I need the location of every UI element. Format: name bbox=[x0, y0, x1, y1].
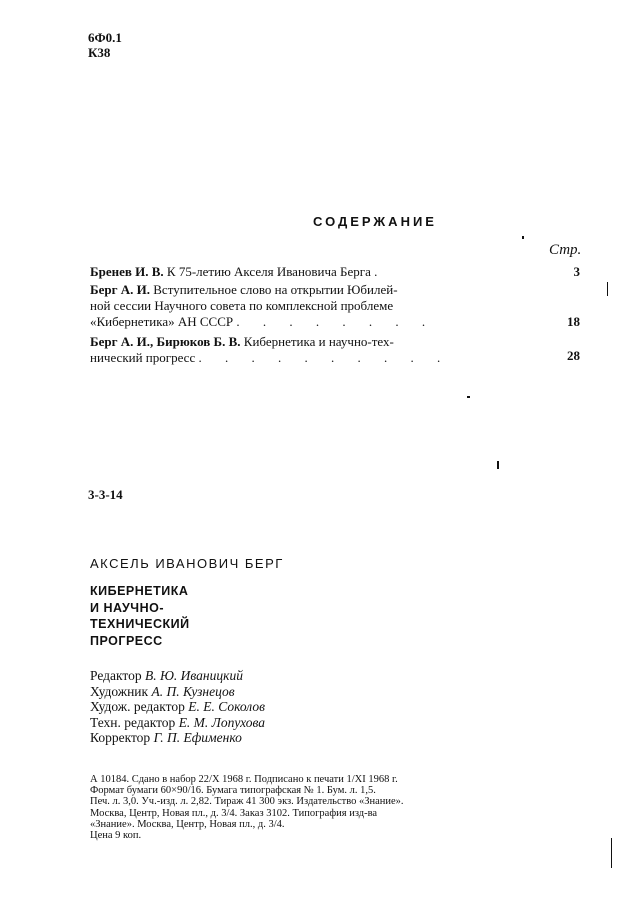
scan-speck bbox=[467, 396, 470, 398]
toc-item bbox=[90, 334, 580, 366]
credit-row bbox=[90, 715, 265, 731]
scan-speck bbox=[522, 236, 524, 239]
toc-page-number: 18 bbox=[567, 314, 580, 329]
udc-code: 6Ф0.1 bbox=[88, 30, 122, 45]
imprint-block bbox=[90, 774, 582, 841]
toc-page-number: 28 bbox=[567, 348, 580, 363]
credit-role: Художник bbox=[90, 683, 149, 699]
credit-person: Е. М. Лопухова bbox=[178, 714, 266, 730]
page-column-label: Стр. bbox=[549, 242, 582, 258]
imprint-line: А 10184. Сдано в набор 22/X 1968 г. Подписано к печати 1/XI 1968 г. bbox=[90, 774, 398, 785]
toc-item bbox=[90, 264, 580, 280]
credit-person: В. Ю. Иваницкий bbox=[144, 668, 243, 683]
credit-role: Редактор bbox=[90, 668, 142, 683]
toc-leader: . bbox=[374, 264, 388, 279]
credit-role: Корректор bbox=[90, 730, 151, 745]
toc-item-text bbox=[90, 334, 542, 366]
imprint-line: Формат бумаги 60×90/16. Бумага типографская № 1. Бум. л. 1,5. bbox=[90, 785, 376, 797]
book-title-line: ПРОГРЕСС bbox=[90, 633, 163, 648]
credit-row bbox=[90, 668, 265, 684]
catalog-code: 3-3-14 bbox=[88, 487, 123, 502]
toc-item-title-line: Вступительное слово на открытии Юбилей- bbox=[153, 282, 398, 297]
toc-leader: . . . . . . . . . . bbox=[198, 350, 451, 365]
scan-speck bbox=[611, 838, 612, 868]
book-title-line: КИБЕРНЕТИКА bbox=[90, 584, 189, 598]
toc-item-title-line: ной сессии Научного совета по комплексной проблеме bbox=[90, 298, 394, 313]
toc-item-text bbox=[90, 282, 542, 330]
credit-person: Е. Е. Соколов bbox=[188, 699, 265, 714]
imprint-line: Печ. л. 3,0. Уч.-изд. л. 2,82. Тираж 41 300 экз. Издательство «Знание». bbox=[90, 796, 404, 808]
toc-item-author: Берг А. И., Бирюков Б. В. bbox=[90, 334, 241, 349]
credit-row bbox=[90, 684, 265, 700]
imprint-line: Цена 9 коп. bbox=[90, 830, 142, 842]
imprint-line: Москва, Центр, Новая пл., д. 3/4. Заказ 3102. Типография изд-ва bbox=[90, 807, 378, 819]
toc-item-author: Бренев И. В. bbox=[90, 264, 164, 279]
credit-row bbox=[90, 699, 265, 715]
book-title-line: И НАУЧНО- bbox=[90, 600, 165, 615]
credit-row bbox=[90, 730, 265, 746]
author-mark: К38 bbox=[88, 45, 111, 60]
toc-heading: СОДЕРЖАНИЕ bbox=[313, 214, 437, 229]
toc-item bbox=[90, 282, 580, 330]
toc-item-title-line: Кибернетика и научно-тех- bbox=[243, 334, 394, 349]
udc-index bbox=[88, 30, 122, 60]
credit-role: Техн. редактор bbox=[90, 714, 176, 730]
credit-role: Худож. редактор bbox=[90, 699, 185, 714]
toc-item-title-line: нический прогресс bbox=[90, 350, 196, 365]
toc-item-author: Берг А. И. bbox=[90, 282, 150, 297]
toc-item-text bbox=[90, 264, 542, 280]
credit-person: А. П. Кузнецов bbox=[151, 683, 235, 699]
credits-list bbox=[90, 668, 265, 746]
book-title-line: ТЕХНИЧЕСКИЙ bbox=[90, 617, 190, 631]
imprint-line: «Знание». Москва, Центр, Новая пл., д. 3/4. bbox=[90, 818, 285, 830]
book-title bbox=[90, 583, 190, 649]
credit-person: Г. П. Ефименко bbox=[153, 730, 242, 745]
toc-page-number: 3 bbox=[573, 264, 580, 279]
book-author: АКСЕЛЬ ИВАНОВИЧ БЕРГ bbox=[90, 556, 284, 571]
toc-item-title: К 75-летию Акселя Ивановича Берга bbox=[166, 264, 371, 279]
scan-speck bbox=[607, 282, 608, 296]
toc-item-title-line: «Кибернетика» АН СССР bbox=[90, 314, 234, 329]
scan-speck bbox=[497, 461, 499, 469]
toc-leader: . . . . . . . . bbox=[236, 314, 436, 329]
